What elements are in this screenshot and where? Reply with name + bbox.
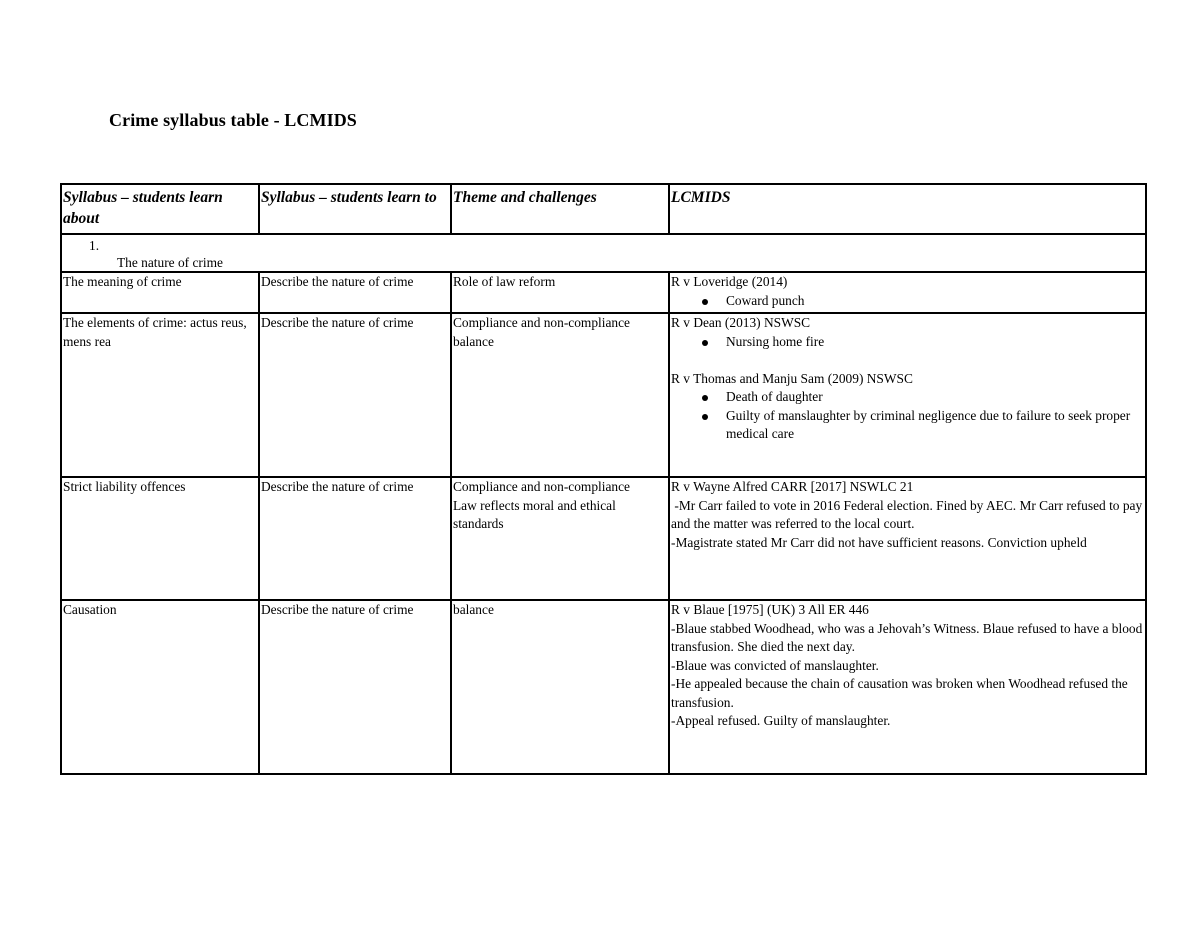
bullet-item: Coward punch — [671, 292, 1144, 311]
lcmids-cell — [669, 272, 1146, 313]
learn-to-cell: Describe the nature of crime — [259, 313, 451, 477]
table-row — [61, 600, 1146, 774]
theme-line: Compliance and non-compliance — [453, 479, 630, 494]
learn-about-cell: The elements of crime: actus reus, mens rea — [61, 313, 259, 477]
case-bullets — [671, 333, 1144, 352]
learn-to-cell: Describe the nature of crime — [259, 272, 451, 313]
bullet-item: Guilty of manslaughter by criminal negligence due to failure to seek proper medical care — [671, 407, 1144, 444]
learn-to-cell: Describe the nature of crime — [259, 600, 451, 774]
table-row — [61, 272, 1146, 313]
case-name: R v Thomas and Manju Sam (2009) NSWSC — [671, 370, 913, 386]
learn-about-cell: Strict liability offences — [61, 477, 259, 600]
section-name: The nature of crime — [117, 255, 223, 270]
bullet-icon — [702, 395, 708, 401]
case-name: R v Loveridge (2014) — [671, 274, 788, 289]
theme-cell — [451, 313, 669, 477]
case-name: R v Wayne Alfred CARR [2017] NSWLC 21 — [671, 479, 914, 494]
bullet-icon — [702, 299, 708, 305]
lcmids-cell — [669, 477, 1146, 600]
theme-line: balance — [453, 602, 494, 617]
case-note: -He appealed because the chain of causation was broken when Woodhead refused the transfusion. — [671, 676, 1128, 710]
theme-cell — [451, 477, 669, 600]
bullet-item: Death of daughter — [671, 388, 1144, 407]
case-note: -Magistrate stated Mr Carr did not have sufficient reasons. Conviction upheld — [671, 534, 1087, 550]
header-learn-about: Syllabus – students learn about — [61, 184, 259, 234]
learn-about-cell: The meaning of crime — [61, 272, 259, 313]
lcmids-cell — [669, 600, 1146, 774]
learn-about-cell: Causation — [61, 600, 259, 774]
document-title: Crime syllabus table - LCMIDS — [109, 110, 357, 130]
bullet-icon — [702, 414, 708, 420]
table-row — [61, 477, 1146, 600]
case-note: -Appeal refused. Guilty of manslaughter. — [671, 713, 891, 728]
theme-cell — [451, 272, 669, 313]
table-header-row — [61, 184, 1146, 234]
theme-line: balance — [453, 333, 494, 349]
lcmids-cell — [669, 313, 1146, 477]
theme-line: Role of law reform — [453, 274, 556, 289]
case-name: R v Blaue [1975] (UK) 3 All ER 446 — [671, 602, 869, 617]
header-lcmids: LCMIDS — [669, 184, 1146, 234]
bullet-item: Nursing home fire — [671, 333, 1144, 352]
case-note: -Blaue was convicted of manslaughter. — [671, 657, 879, 673]
table-row — [61, 313, 1146, 477]
case-name: R v Dean (2013) NSWSC — [671, 315, 811, 330]
case-bullets — [671, 388, 1144, 444]
section-number: 1. — [89, 238, 100, 253]
theme-line: Compliance and non-compliance — [453, 315, 630, 330]
section-heading — [61, 234, 1146, 272]
theme-line: Law reflects moral and ethical standards — [453, 497, 616, 531]
section-row — [61, 234, 1146, 272]
header-theme: Theme and challenges — [451, 184, 669, 234]
case-note: -Blaue stabbed Woodhead, who was a Jehovah’s Witness. Blaue refused to have a blood transfusion. She died the next day. — [671, 620, 1143, 654]
syllabus-table — [60, 183, 1147, 775]
theme-cell — [451, 600, 669, 774]
learn-to-cell: Describe the nature of crime — [259, 477, 451, 600]
bullet-icon — [702, 340, 708, 346]
case-note: -Mr Carr failed to vote in 2016 Federal election. Fined by AEC. Mr Carr refused to pay and the matter was referred to the local court. — [671, 497, 1146, 531]
case-bullets — [671, 292, 1144, 311]
header-learn-to: Syllabus – students learn to — [259, 184, 451, 234]
